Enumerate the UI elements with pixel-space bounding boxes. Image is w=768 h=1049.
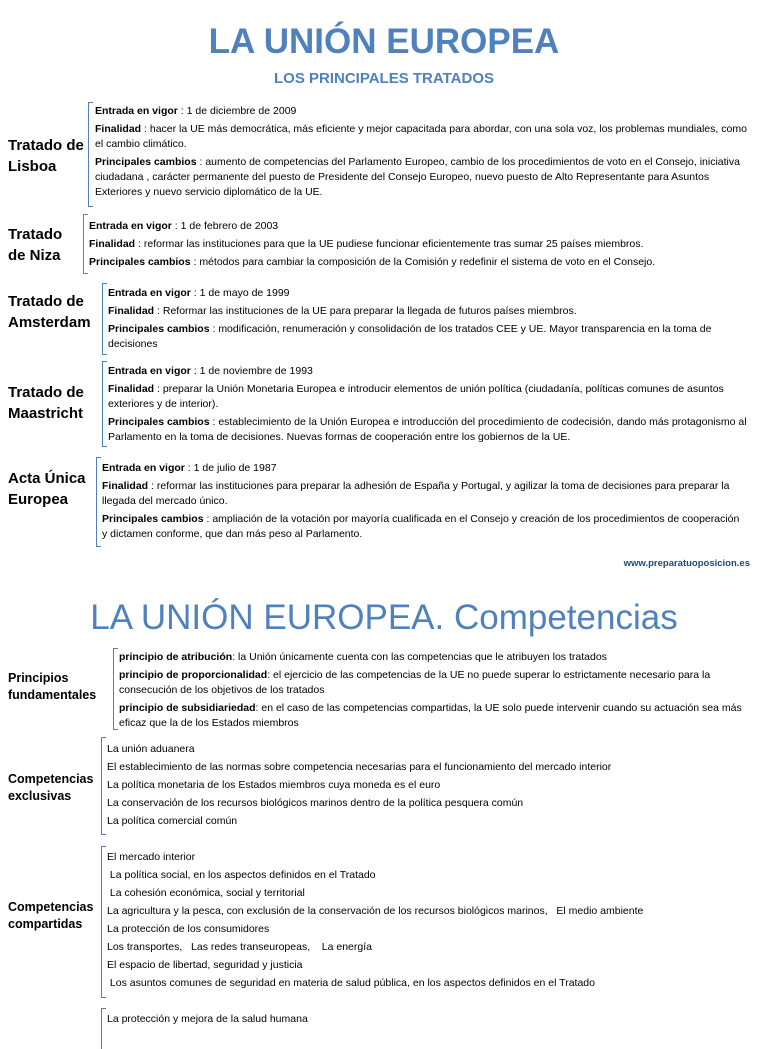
bracket bbox=[101, 846, 106, 998]
list-item: Los asuntos comunes de seguridad en materia de salud pública, en los aspectos definidos en el Tratado bbox=[107, 977, 595, 989]
list-item: El espacio de libertad, seguridad y justicia bbox=[107, 959, 303, 971]
shared-competences-list bbox=[107, 848, 643, 992]
bracket bbox=[102, 361, 107, 447]
list-item: La protección de los consumidores bbox=[107, 923, 270, 935]
treaty-details-lisboa: Entrada en vigor : 1 de diciembre de 2009 Finalidad : hacer la UE más democrática, más eficiente y mejor capacitada para abordar, con una sola voz, los problemas mundiales, como el cambio climático. Principales cambios : aumento de competencias del Parlamento Europeo, cambio de los procedimientos de voto en el Consejo, iniciativa ciudadana , carácter permanente del puesto de Presidente del Consejo Europeo, nuevo puesto de Alto Representante para Asuntos Exteriores y nuevo servicio diplomático de la UE. bbox=[95, 105, 747, 198]
bracket bbox=[88, 102, 93, 207]
bracket bbox=[96, 457, 101, 547]
treaty-name-niza: Tratado de Niza bbox=[8, 226, 63, 264]
list-item: El mercado interior bbox=[107, 851, 196, 863]
treaty-name-acta-unica: Acta Única Europea bbox=[8, 470, 86, 508]
list-item: Los transportes, Las redes transeuropeas, La energía bbox=[107, 941, 372, 953]
treaty-name-maastricht: Tratado de Maastricht bbox=[8, 384, 84, 422]
bracket bbox=[113, 648, 118, 730]
treaty-details-maastricht: Entrada en vigor : 1 de noviembre de 1993 Finalidad : preparar la Unión Monetaria Europea e introducir elementos de unión política (ciudadanía, políticas comunes de asuntos exteriores y de interior). Principales cambios : establecimiento de la Unión Europea e introducción del procedimiento de codecisión, dando más protagonismo al Parlamento en la toma de decisiones. Nuevas formas de cooperación entre los gobiernos de la UE. bbox=[108, 365, 747, 443]
list-item: La cohesión económica, social y territorial bbox=[107, 887, 305, 899]
bracket bbox=[83, 214, 88, 274]
website-url[interactable]: www.preparatuoposicion.es bbox=[623, 558, 750, 569]
principles-label: Principios fundamentales bbox=[8, 671, 97, 702]
treaty-details-niza: Entrada en vigor : 1 de febrero de 2003 Finalidad : reformar las instituciones para que la UE pudiese funcionar eficientemente tras sumar 25 países miembros. Principales cambios : métodos para cambiar la composición de la Comisión y redefinir el sistema de voto en el Consejo. bbox=[89, 220, 656, 268]
list-item: El establecimiento de las normas sobre competencia necesarias para el funcionamiento del mercado interior bbox=[107, 761, 612, 773]
list-item: La protección y mejora de la salud humana bbox=[107, 1013, 308, 1025]
list-item: La unión aduanera bbox=[107, 743, 195, 755]
shared-competences-label: Competencias compartidas bbox=[8, 900, 94, 931]
exclusive-competences-label: Competencias exclusivas bbox=[8, 772, 94, 803]
section-title-competencias: LA UNIÓN EUROPEA. Competencias bbox=[90, 598, 678, 637]
exclusive-competences-list bbox=[107, 740, 611, 830]
support-competences-list bbox=[107, 1010, 308, 1028]
bracket bbox=[101, 1008, 106, 1049]
list-item: La política monetaria de los Estados miembros cuya moneda es el euro bbox=[107, 779, 441, 791]
treaty-name-amsterdam: Tratado de Amsterdam bbox=[8, 293, 91, 331]
bracket bbox=[102, 283, 107, 355]
page-title: LA UNIÓN EUROPEA bbox=[208, 22, 560, 61]
treaty-details-amsterdam: Entrada en vigor : 1 de mayo de 1999 Finalidad : Reformar las instituciones de la UE para preparar la llegada de futuros países miembros. Principales cambios : modificación, renumeración y consolidación de los tratados CEE y UE. Mayor transparencia en la toma de decisiones bbox=[108, 287, 712, 350]
list-item: La agricultura y la pesca, con exclusión de la conservación de los recursos biológicos marinos, El medio ambiente bbox=[107, 905, 644, 917]
treaty-name-lisboa: Tratado de Lisboa bbox=[8, 137, 84, 175]
list-item: La conservación de los recursos biológicos marinos dentro de la política pesquera común bbox=[107, 797, 524, 809]
bracket bbox=[101, 737, 106, 835]
list-item: La política comercial común bbox=[107, 815, 238, 827]
principles-list: principio de atribución: la Unión únicamente cuenta con las competencias que le atribuyen los tratados principio de proporcionalidad: el ejercicio de las competencias de la UE no puede superar lo estrictamente necesario para la consecución de los objetivos de los tratados principio de subsidiariedad: en el caso de las competencias compartidas, la UE solo puede intervenir cuando su actuación sea más eficaz que la de los Estados miembros bbox=[119, 651, 742, 729]
treaty-details-acta-unica: Entrada en vigor : 1 de julio de 1987 Finalidad : reformar las instituciones para preparar la adhesión de España y Portugal, y agilizar la toma de decisiones para preparar la llegada del mercado único. Principales cambios : ampliación de la votación por mayoría cualificada en el Consejo y creación de los procedimientos de cooperación y dictamen conforme, que dan más peso al Parlamento. bbox=[102, 462, 740, 540]
page-subtitle: LOS PRINCIPALES TRATADOS bbox=[273, 70, 494, 87]
list-item: La política social, en los aspectos definidos en el Tratado bbox=[107, 869, 376, 881]
